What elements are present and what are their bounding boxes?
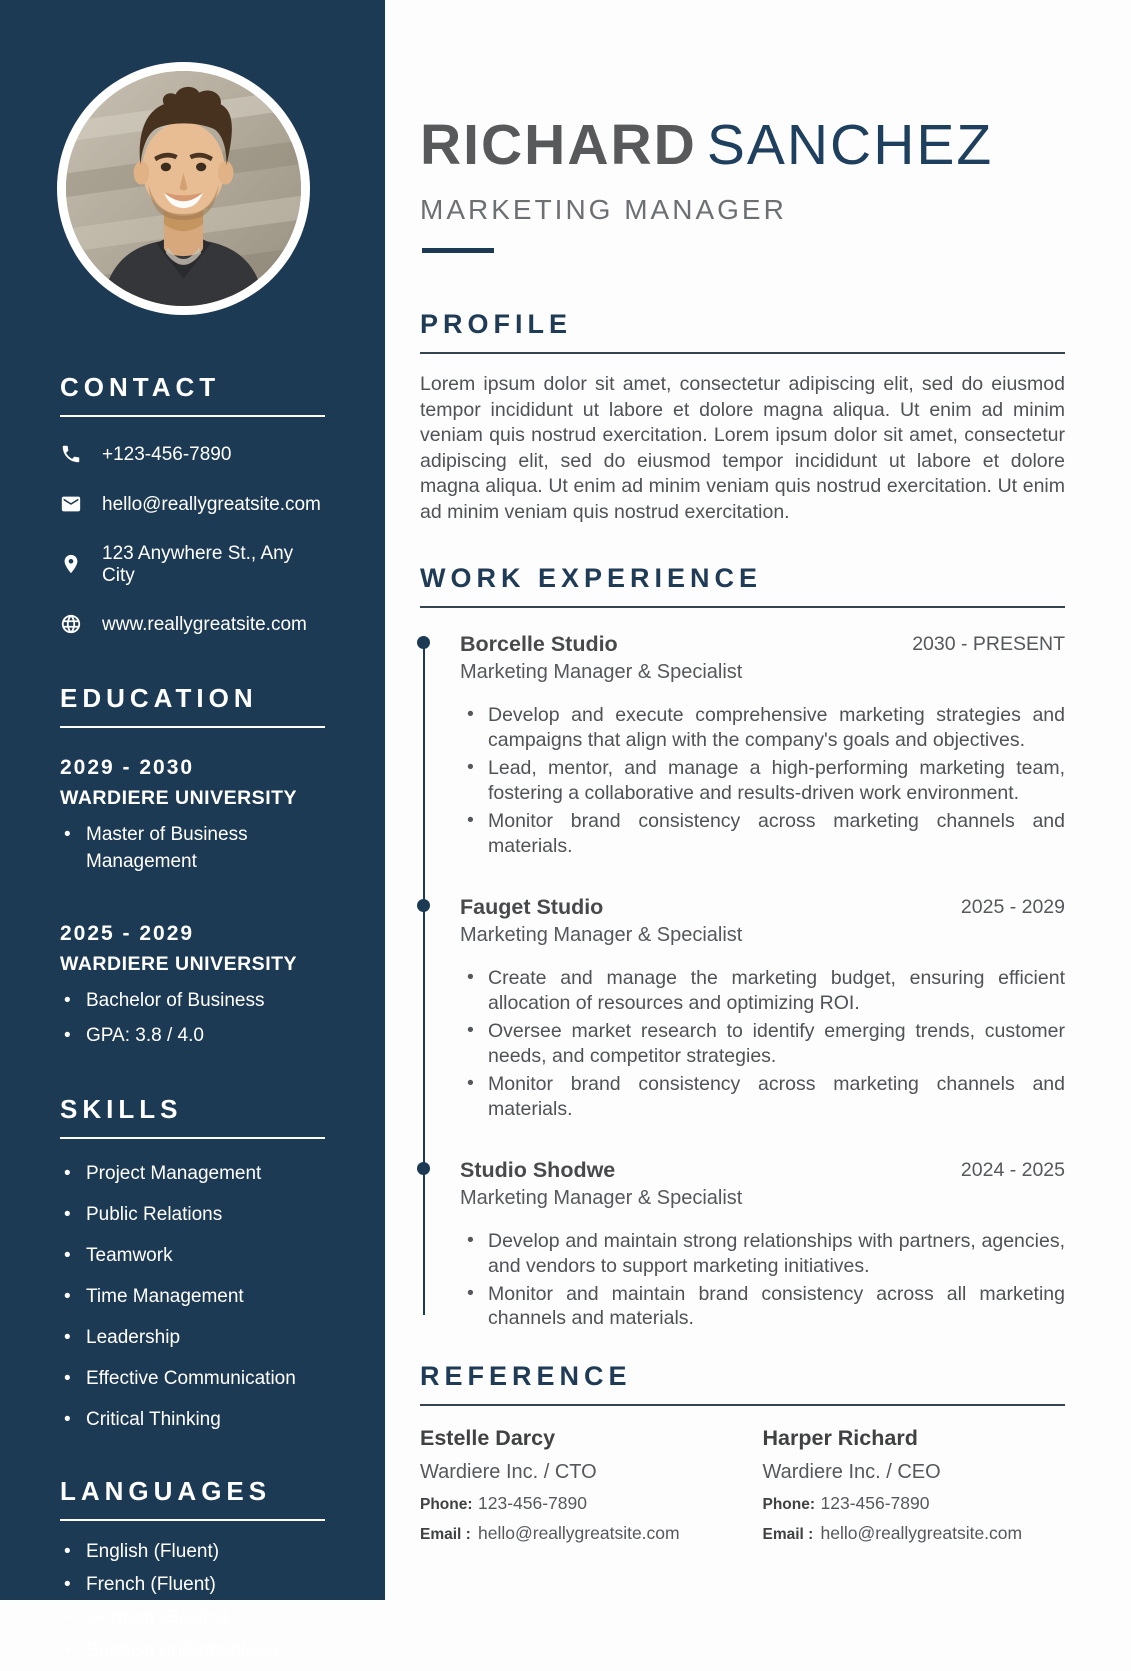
reference-entry: [763, 1426, 1066, 1544]
education-heading: EDUCATION: [60, 683, 258, 713]
skills-section: [60, 1094, 328, 1434]
reference-heading: REFERENCE: [420, 1361, 632, 1392]
phone-label: Phone:: [420, 1496, 473, 1514]
work-bullet: • Monitor brand consistency across marketing channels and materials.: [460, 1072, 1065, 1122]
contact-item-phone: [60, 443, 328, 467]
work-entry: [460, 1158, 1065, 1332]
reference-heading-rule: [420, 1404, 1065, 1406]
education-detail: • Master of Business Management: [60, 822, 328, 876]
work-entry: [460, 632, 1065, 859]
languages-heading: LANGUAGES: [60, 1475, 272, 1506]
profile-photo-ring: [57, 62, 310, 315]
skills-heading: SKILLS: [60, 1093, 183, 1124]
education-years: 2025 - 2029: [60, 921, 195, 945]
education-school: WARDIERE UNIVERSITY: [60, 952, 298, 975]
work-bullet: • Monitor and maintain brand consistency across all marketing channels and materials.: [460, 1282, 1065, 1332]
education-years: 2029 - 2030: [60, 756, 195, 779]
employment-period: 2025 - 2029: [960, 895, 1065, 918]
profile-photo: [66, 71, 301, 306]
street-address: 123 Anywhere St., Any City: [102, 543, 294, 586]
phone-label: Phone:: [762, 1496, 816, 1514]
email-label: Email :: [762, 1526, 814, 1544]
contact-heading-rule: [60, 415, 325, 417]
profile-heading: PROFILE: [420, 309, 573, 339]
company-name: Borcelle Studio: [460, 632, 618, 657]
language-item: • German (Basics): [60, 1605, 328, 1632]
work-entry: [460, 895, 1065, 1122]
contact-item-address: [60, 543, 328, 587]
work-bullet: • Monitor brand consistency across marketing channels and materials.: [460, 809, 1065, 859]
contact-item-email[interactable]: [60, 493, 328, 517]
education-entry: [60, 922, 328, 1050]
skill-item: • Public Relations: [60, 1202, 328, 1229]
language-item: • French (Fluent): [60, 1572, 328, 1599]
website-url[interactable]: www.reallygreatsite.com: [102, 614, 307, 635]
job-role: Marketing Manager & Specialist: [460, 1186, 743, 1209]
work-experience-section: [420, 563, 1065, 1331]
job-role: Marketing Manager & Specialist: [460, 661, 743, 684]
contact-section: [60, 372, 328, 637]
skill-item: • Effective Communication: [60, 1366, 328, 1393]
languages-section: [60, 1476, 328, 1665]
skill-item: • Time Management: [60, 1284, 328, 1311]
timeline-dot: [417, 1162, 430, 1175]
reference-name: Harper Richard: [762, 1426, 918, 1451]
work-timeline: [420, 632, 1065, 1331]
company-name: Studio Shodwe: [460, 1157, 616, 1182]
timeline-line: [423, 646, 425, 1315]
work-bullet: • Create and manage the marketing budget, ensuring efficient allocation of resources and optimizing ROI.: [460, 966, 1065, 1016]
email-address[interactable]: hello@reallygreatsite.com: [102, 494, 321, 515]
avatar-illustration: [66, 71, 301, 306]
profile-section: [420, 309, 1065, 525]
last-name: SANCHEZ: [706, 113, 994, 177]
reference-name: Estelle Darcy: [420, 1426, 556, 1451]
language-item: • Spanish (Intermediate): [60, 1638, 328, 1665]
education-section: [60, 683, 328, 1050]
skills-heading-rule: [60, 1137, 325, 1139]
work-experience-heading-rule: [420, 606, 1065, 608]
job-role: Marketing Manager & Specialist: [460, 923, 743, 946]
employment-period: 2030 - PRESENT: [912, 633, 1065, 656]
education-detail: • Bachelor of Business: [60, 988, 328, 1015]
education-entry: [60, 756, 328, 876]
skill-item: • Project Management: [60, 1161, 328, 1188]
work-bullet: • Oversee market research to identify emerging trends, customer needs, and competitor strategies.: [460, 1019, 1065, 1069]
header-block: [420, 112, 1065, 253]
skill-item: • Teamwork: [60, 1243, 328, 1270]
work-bullet: • Develop and maintain strong relationships with partners, agencies, and vendors to support marketing initiatives.: [460, 1229, 1065, 1279]
contact-heading: CONTACT: [60, 372, 221, 402]
phone-number: +123-456-7890: [102, 444, 232, 465]
profile-text: Lorem ipsum dolor sit amet, consectetur adipiscing elit, sed do eiusmod tempor incididunt ut labore et dolore magna aliqua. Ut enim ad minim veniam quis nostrud exercitation. Lorem ipsum dolor sit amet, consectetur adipiscing elit, sed do eiusmod tempor incididunt ut labore et dolore magna aliqua. Ut enim ad minim veniam quis nostrud exercitation. Ut enim ad minim veniam quis nostrud exercitation.: [420, 373, 1065, 523]
reference-email[interactable]: hello@reallygreatsite.com: [820, 1523, 1023, 1544]
globe-icon: [60, 613, 84, 637]
reference-org-role: Wardiere Inc. / CTO: [420, 1461, 597, 1484]
education-detail: • GPA: 3.8 / 4.0: [60, 1023, 328, 1050]
employment-period: 2024 - 2025: [960, 1158, 1065, 1181]
timeline-dot: [417, 899, 430, 912]
timeline-dot: [417, 636, 430, 649]
languages-heading-rule: [60, 1519, 325, 1521]
job-title: MARKETING MANAGER: [420, 194, 787, 225]
reference-phone: 123-456-7890: [478, 1493, 587, 1514]
education-heading-rule: [60, 726, 325, 728]
reference-org-role: Wardiere Inc. / CEO: [762, 1461, 941, 1484]
title-accent-bar: [422, 248, 494, 253]
skill-item: • Leadership: [60, 1325, 328, 1352]
company-name: Fauget Studio: [460, 894, 604, 919]
contact-item-website[interactable]: [60, 613, 328, 637]
reference-email[interactable]: hello@reallygreatsite.com: [478, 1523, 680, 1544]
location-icon: [60, 553, 84, 577]
education-school: WARDIERE UNIVERSITY: [60, 787, 298, 809]
work-bullet: • Lead, mentor, and manage a high-performing marketing team, fostering a collaborative and results-driven work environment.: [460, 756, 1065, 806]
page-title: [420, 112, 1065, 178]
work-bullet: • Develop and execute comprehensive marketing strategies and campaigns that align with the company's goals and objectives.: [460, 703, 1065, 753]
reference-section: [420, 1361, 1065, 1544]
reference-entry: [420, 1426, 723, 1544]
work-experience-heading: WORK EXPERIENCE: [420, 563, 763, 594]
sidebar: [0, 0, 385, 1661]
phone-icon: [60, 443, 84, 467]
profile-heading-rule: [420, 352, 1065, 354]
skill-item: • Critical Thinking: [60, 1407, 328, 1434]
language-item: • English (Fluent): [60, 1539, 328, 1566]
first-name: RICHARD: [420, 113, 697, 177]
reference-phone: 123-456-7890: [820, 1493, 930, 1514]
main-column: [385, 0, 1131, 1600]
email-label: Email :: [420, 1526, 471, 1544]
email-icon: [60, 493, 84, 517]
